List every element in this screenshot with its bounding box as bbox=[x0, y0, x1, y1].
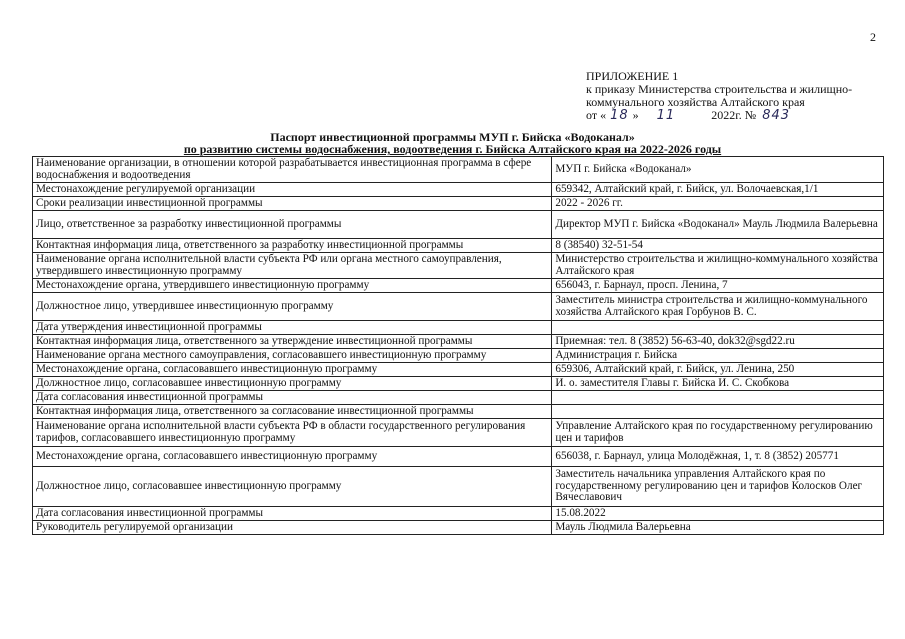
table-row bbox=[33, 521, 884, 535]
table-row bbox=[33, 349, 884, 363]
row-value: Управление Алтайского края по государственному регулированию цен и тарифов bbox=[552, 419, 884, 447]
table-row bbox=[33, 335, 884, 349]
table-row bbox=[33, 183, 884, 197]
order-month-handwritten: 11 bbox=[656, 108, 676, 123]
row-value: 8 (38540) 32-51-54 bbox=[552, 239, 884, 253]
table-row bbox=[33, 363, 884, 377]
document-title bbox=[0, 131, 905, 155]
row-value: 15.08.2022 bbox=[552, 507, 884, 521]
order-prefix: от « bbox=[586, 108, 607, 122]
table-row bbox=[33, 447, 884, 467]
order-mid: » bbox=[632, 108, 639, 122]
row-label: Лицо, ответственное за разработку инвестиционной программы bbox=[33, 211, 552, 239]
row-value: Министерство строительства и жилищно-коммунального хозяйства Алтайского края bbox=[552, 253, 884, 279]
row-value: Директор МУП г. Бийска «Водоканал» Мауль Людмила Валерьевна bbox=[552, 211, 884, 239]
row-value: 659342, Алтайский край, г. Бийск, ул. Волочаевская,1/1 bbox=[552, 183, 884, 197]
order-number-handwritten: 843 bbox=[762, 108, 791, 123]
passport-table bbox=[32, 156, 884, 535]
row-value: Администрация г. Бийска bbox=[552, 349, 884, 363]
appendix-line-1: к приказу Министерства строительства и жилищно- bbox=[586, 82, 853, 96]
row-label: Контактная информация лица, ответственного за разработку инвестиционной программы bbox=[33, 239, 552, 253]
row-label: Контактная информация лица, ответственного за согласование инвестиционной программы bbox=[33, 405, 552, 419]
row-label: Наименование организации, в отношении которой разрабатывается инвестиционная программа в сфере водоснабжения и водоотведения bbox=[33, 157, 552, 183]
row-label: Наименование органа местного самоуправления, согласовавшего инвестиционную программу bbox=[33, 349, 552, 363]
row-value: 656043, г. Барнаул, просп. Ленина, 7 bbox=[552, 279, 884, 293]
appendix-block bbox=[586, 70, 852, 122]
appendix-heading: ПРИЛОЖЕНИЕ 1 bbox=[586, 69, 679, 83]
row-label: Должностное лицо, утвердившее инвестиционную программу bbox=[33, 293, 552, 321]
appendix-line-2: коммунального хозяйства Алтайского края bbox=[586, 95, 805, 109]
order-day-handwritten: 18 bbox=[610, 108, 629, 123]
row-label: Должностное лицо, согласовавшее инвестиционную программу bbox=[33, 467, 552, 507]
page-number: 2 bbox=[870, 30, 876, 44]
title-line-2: по развитию системы водоснабжения, водоотведения г. Бийска Алтайского края на 2022-2026 годы bbox=[183, 142, 722, 156]
row-label: Дата утверждения инвестиционной программы bbox=[33, 321, 552, 335]
table-row bbox=[33, 279, 884, 293]
table-row bbox=[33, 419, 884, 447]
row-value: Приемная: тел. 8 (3852) 56-63-40, dok32@sgd22.ru bbox=[552, 335, 884, 349]
row-label: Местонахождение регулируемой организации bbox=[33, 183, 552, 197]
table-row bbox=[33, 507, 884, 521]
row-label: Руководитель регулируемой организации bbox=[33, 521, 552, 535]
table-row bbox=[33, 211, 884, 239]
row-label: Местонахождение органа, согласовавшего инвестиционную программу bbox=[33, 363, 552, 377]
row-value: Мауль Людмила Валерьевна bbox=[552, 521, 884, 535]
table-row bbox=[33, 293, 884, 321]
row-value: 656038, г. Барнаул, улица Молодёжная, 1, т. 8 (3852) 205771 bbox=[552, 447, 884, 467]
row-value: Заместитель министра строительства и жилищно-коммунального хозяйства Алтайского края Горбунов В. С. bbox=[552, 293, 884, 321]
order-line bbox=[586, 109, 852, 122]
row-label: Наименование органа исполнительной власти субъекта РФ в области государственного регулирования тарифов, согласовавшего инвестиционную программу bbox=[33, 419, 552, 447]
row-label: Местонахождение органа, согласовавшего инвестиционную программу bbox=[33, 447, 552, 467]
table-row bbox=[33, 239, 884, 253]
row-value: 659306, Алтайский край, г. Бийск, ул. Ленина, 250 bbox=[552, 363, 884, 377]
row-value: МУП г. Бийска «Водоканал» bbox=[552, 157, 884, 183]
table-row bbox=[33, 197, 884, 211]
row-value: 2022 - 2026 гг. bbox=[552, 197, 884, 211]
table-row bbox=[33, 391, 884, 405]
table-row bbox=[33, 253, 884, 279]
order-year: 2022г. № bbox=[711, 108, 757, 122]
row-label: Наименование органа исполнительной власти субъекта РФ или органа местного самоуправления, утвердившего инвестиционную программу bbox=[33, 253, 552, 279]
row-value bbox=[552, 321, 884, 335]
row-label: Дата согласования инвестиционной программы bbox=[33, 507, 552, 521]
row-value bbox=[552, 405, 884, 419]
table-row bbox=[33, 405, 884, 419]
row-label: Местонахождение органа, утвердившего инвестиционную программу bbox=[33, 279, 552, 293]
title-line-1: Паспорт инвестиционной программы МУП г. Бийска «Водоканал» bbox=[270, 130, 635, 144]
table-row bbox=[33, 377, 884, 391]
row-label: Контактная информация лица, ответственного за утверждение инвестиционной программы bbox=[33, 335, 552, 349]
table-row bbox=[33, 157, 884, 183]
row-value bbox=[552, 391, 884, 405]
row-label: Сроки реализации инвестиционной программы bbox=[33, 197, 552, 211]
table-row bbox=[33, 467, 884, 507]
table-row bbox=[33, 321, 884, 335]
passport-table-body bbox=[33, 157, 884, 535]
row-value: Заместитель начальника управления Алтайского края по государственному регулированию цен и тарифов Колосков Олег Вячеславович bbox=[552, 467, 884, 507]
row-label: Должностное лицо, согласовавшее инвестиционную программу bbox=[33, 377, 552, 391]
row-value: И. о. заместителя Главы г. Бийска И. С. Скобкова bbox=[552, 377, 884, 391]
row-label: Дата согласования инвестиционной программы bbox=[33, 391, 552, 405]
